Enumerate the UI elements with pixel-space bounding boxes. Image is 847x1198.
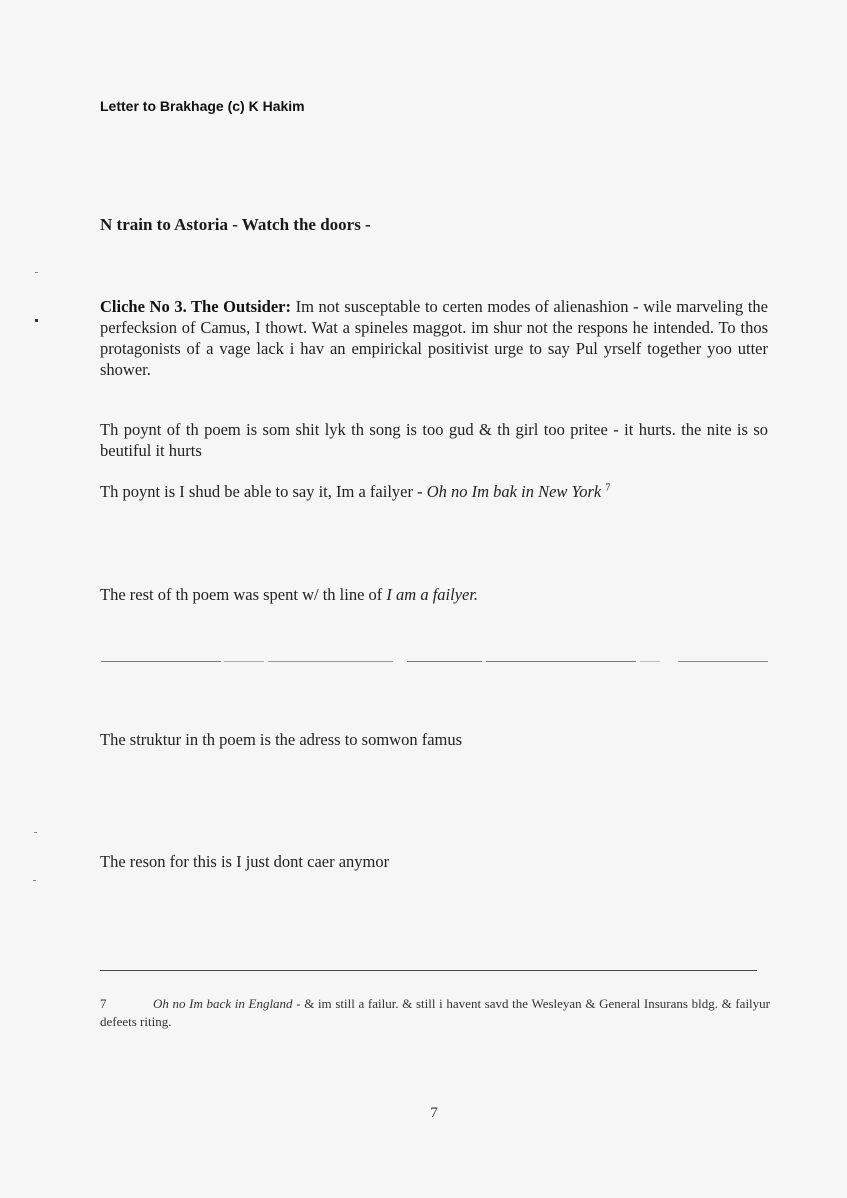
paragraph-cliche (100, 296, 768, 380)
paragraph-rest (100, 584, 768, 605)
footnote-number: 7 (100, 996, 107, 1011)
document-header: Letter to Brakhage (c) K Hakim (100, 98, 305, 114)
rest-text: The rest of th poem was spent w/ th line of (100, 585, 387, 604)
poynt2-italic: Oh no Im bak in New York (426, 482, 602, 501)
poynt2-text: Th poynt is I shud be able to say it, Im a failyer - (100, 482, 427, 501)
subheading: N train to Astoria - Watch the doors - (100, 215, 371, 234)
footnote-text: - & im still a failur. & still i havent savd the Wesleyan & General Insurans bldg. & failyur defeets riting. (100, 996, 770, 1029)
cliche-body: Im not susceptable to certen modes of alienashion - wile marveling the perfecksion of Camus, I thowt. Wat a spineles maggot. im shur not the respons he intended. To thos protagonists of a vage lack i hav an empirickal positivist urge to say Pul yrself together yoo utter shower. (100, 297, 768, 379)
cliche-label: Cliche No 3. The Outsider: (100, 297, 291, 316)
page-number: 7 (430, 1105, 438, 1121)
footnote (100, 995, 770, 1031)
margin-speck (34, 832, 37, 833)
paragraph-poynt-1: Th poynt of th poem is som shit lyk th song is too gud & th girl too pritee - it hurts. the nite is so beutiful it hurts (100, 420, 768, 460)
broken-rule (0, 661, 847, 663)
margin-speck (35, 272, 38, 273)
footnote-divider (100, 970, 757, 971)
footnote-italic: Oh no Im back in England (153, 996, 293, 1011)
paragraph-reson: The reson for this is I just dont caer anymor (100, 852, 390, 871)
footnote-ref: 7 (605, 482, 611, 494)
rest-italic: I am a failyer. (386, 585, 479, 604)
paragraph-poynt-2 (100, 481, 768, 502)
margin-speck (33, 880, 36, 881)
paragraph-struktur: The struktur in th poem is the adress to somwon famus (100, 730, 463, 749)
margin-speck (35, 319, 38, 322)
